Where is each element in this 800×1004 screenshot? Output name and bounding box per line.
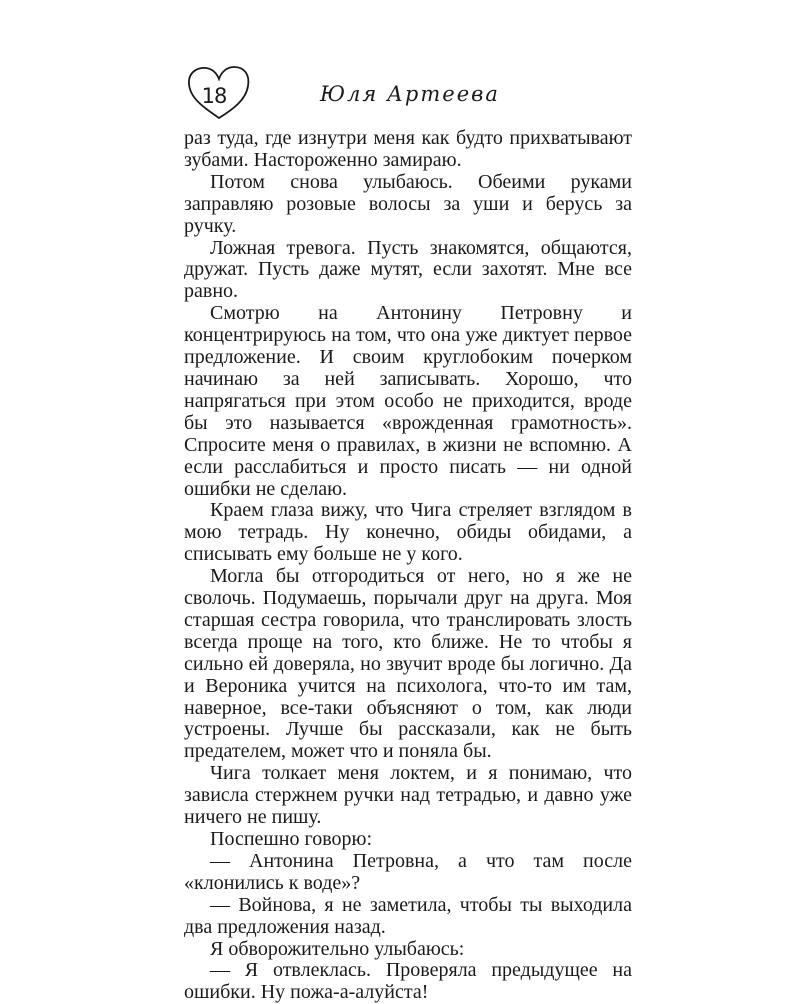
paragraph: Я обворожительно улыбаюсь: <box>210 937 465 960</box>
paragraph: раз туда, где изнутри меня как будто прихватывают зубами. Настороженно замираю. <box>184 127 632 171</box>
paragraph: Ложная тревога. Пусть знакомятся, общаются, дружат. Пусть даже мутят, если захотят. Мне все равно. <box>184 236 632 303</box>
paragraph: Поспешно говорю: <box>210 828 373 850</box>
paragraph: Краем глаза вижу, что Чига стреляет взглядом в мою тетрадь. Ну конечно, обиды обидами, а списывать ему больше не у кого. <box>184 499 632 566</box>
dialogue-line: — Я отвлеклась. Проверяла предыдущее на ошибки. Ну пожа-а-алуйста! <box>184 959 632 1004</box>
paragraph: Могла бы отгородиться от него, но я же не сволочь. Подумаешь, порычали друг на друга. Моя старшая сестра говорила, что транслировать злость всегда проще на того, кто ближе. Не то чтобы я сильно ей доверяла, но звучит вроде бы логично. Да и Вероника учится на психолога, что-то им там, наверное, все-таки объясняют о том, как люди устроены. Лучше бы рассказали, как не быть предателем, может что и поняла бы. <box>184 565 632 763</box>
dialogue-line: — Антонина Петровна, а что там после «клонились к воде»? <box>184 849 632 894</box>
page-header <box>180 62 640 122</box>
dialogue-line: — Войнова, я не заметила, чтобы ты выходила два предложения назад. <box>184 893 632 938</box>
running-head: Юля Артеева <box>320 82 500 106</box>
page-number: 18 <box>201 84 227 108</box>
paragraph: Чига толкает меня локтем, и я понимаю, что зависла стержнем ручки над тетрадью, и давно уже ничего не пишу. <box>184 762 632 829</box>
body-text <box>184 128 632 1004</box>
paragraph: Смотрю на Антонину Петровну и концентрируюсь на том, что она уже диктует первое предложение. И своим круглобоким почерком начинаю за ней записывать. Хорошо, что напрягаться при этом особо не приходится, вроде бы это называется «врожденная грамотность». Спросите меня о правилах, в жизни не вспомню. А если расслабиться и просто писать — ни одной ошибки не сделаю. <box>184 302 632 500</box>
paragraph: Потом снова улыбаюсь. Обеими руками заправляю розовые волосы за уши и берусь за ручку. <box>184 170 632 237</box>
